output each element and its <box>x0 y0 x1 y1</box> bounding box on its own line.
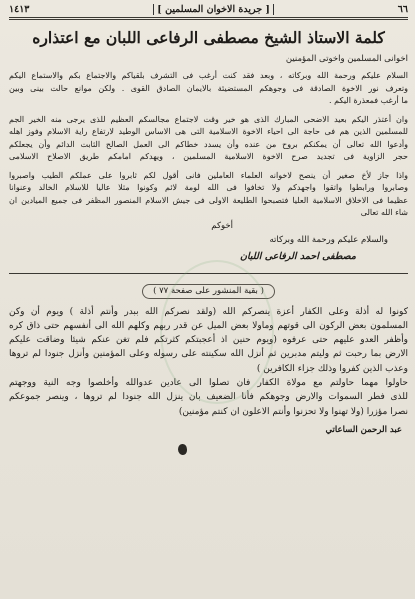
text-line: وان أعتذر اليكم بعيد الاضحى المبارك الذى هو خير وقت لاجتماع مجالسكم العظيم للذى يرجى منه الخير الجم <box>9 114 408 124</box>
text-line: حجر الزاوية فى تجديد صرح الاخوة الاسلامية المسلمين ، ويهدكم امامكم طريق الاصلاح الاسلامى <box>9 152 408 161</box>
closing-akhukum: أخوكم <box>211 220 233 231</box>
continuation-label: ( بقية المنشور على صفحة ٧٧ ) <box>142 284 275 299</box>
ink-blot <box>178 444 187 455</box>
issue-year: ١٤١٣ <box>9 3 30 15</box>
paragraph-2 <box>9 114 408 164</box>
text-line: للمسلمين الذين هم فى حاجة الى احياء الاخوة الاسلامية التى هى الاساس الوطيد لارتفاع راية الاسلام وفوز اهله <box>9 127 408 136</box>
continuation-author: عبد الرحمن الساعاتي <box>325 424 402 435</box>
text-line: السلام عليكم ورحمة الله وبركاته ، وبعد فقد كنت أرغب فى التشرف بلقياكم والاجتماع بكم والاستماع اليكم <box>9 71 408 80</box>
closing-block <box>9 220 408 272</box>
page-number: ٦٦ <box>397 3 408 15</box>
journal-name: [ جريدة الاخوان المسلمين ] <box>153 4 274 15</box>
article-title: كلمة الاستاذ الشيخ مصطفى الرفاعى اللبان مع اعتذاره <box>32 28 385 47</box>
section-divider <box>9 273 408 274</box>
text-line: كونوا له أذلة وعلى الكفار أعزة ينصركم الله (ولقد نصركم الله ببدر وأنتم أذلة ) ويوم أن وكن <box>9 306 408 317</box>
text-line: وأدعوا الله تعالى أن يمكنكم بروح من عنده وأن يسدد خطاكم الى العمل الصالح الثابت الدائم وأن يجعلكم <box>9 139 408 149</box>
text-line: وعذب الذين كفروا وذلك جزاء الكافرين ) <box>256 363 408 374</box>
header-rule <box>9 17 408 20</box>
text-line: ما أرغب فمعذرة اليكم . <box>329 96 408 105</box>
continuation-body <box>9 305 408 419</box>
text-line: الارض بما رحبت ثم وليتم مدبرين ثم أنزل الله سكينته على رسوله وعلى المؤمنين وأنزل جنودا لم تروها <box>9 349 408 360</box>
closing-salam: والسلام عليكم ورحمة الله وبركاته <box>269 234 388 245</box>
text-line: واذا جاز لأخ صغير أن ينصح لاخوانه العلماء العاملين فانى أقول لكم ثابروا على عملكم الطيب واصبروا <box>9 170 408 180</box>
text-line: عظيما فى الاخلاق الاسلامية العليا فتصبحوا الطليعة الاولى فى جيش الاسلام المنصور المظفر فى جميع الميادين ان <box>9 195 408 205</box>
text-line: وتعرف نور الاخوة الصادقة فى وجوهكم المستضيئة بالايمان الصادق القوى . ولكن موانع حالت بينى وبين <box>9 83 408 93</box>
page-header <box>9 2 408 16</box>
signature: مصطفى احمد الرفاعى اللبان <box>240 250 356 262</box>
greeting: اخوانى المسلمين واخوتى المؤمنين <box>285 54 408 64</box>
text-line: وصابروا ورابطوا واتقوا واجهدكم ولا تخافوا فى الله لومة لائم وكونوا مثلا عاليا للاسلام الخالد وعنوانا <box>9 183 408 192</box>
continuation-label-wrap <box>9 278 408 299</box>
paragraph-3 <box>9 170 408 220</box>
text-line: المسلمون بعض الركون الى قوتهم وماولا بعض الميل عن قدر ربهم وكلهم الله الى أنفسهم حتى ذاق كره <box>9 320 408 331</box>
paragraph-1 <box>9 70 408 108</box>
text-line: للذى فطر السموات والارض وجوهكم فأنا الضعيف بان ينزل الله جنودا لم تروها ، وينصر جموعكم <box>9 392 408 403</box>
text-line: شاء الله تعالى <box>360 208 408 217</box>
text-line: نصرا مؤزرا (ولا تهنوا ولا تحزنوا وأنتم الاعلون ان كنتم مؤمنين) <box>178 406 408 417</box>
text-line: وأظفر العدو عليهم حتى عرفوه (ويوم حنين اذ أعجبتكم كثرتكم فلم تغن عنكم شيئا وضاقت عليكم <box>9 335 408 346</box>
text-line: حاولوا مهما حاولتم مع مولاة الكفار فان تصلوا الى عادين عدوالله وأخلصوا وجه النية ووجهتم <box>9 377 408 388</box>
